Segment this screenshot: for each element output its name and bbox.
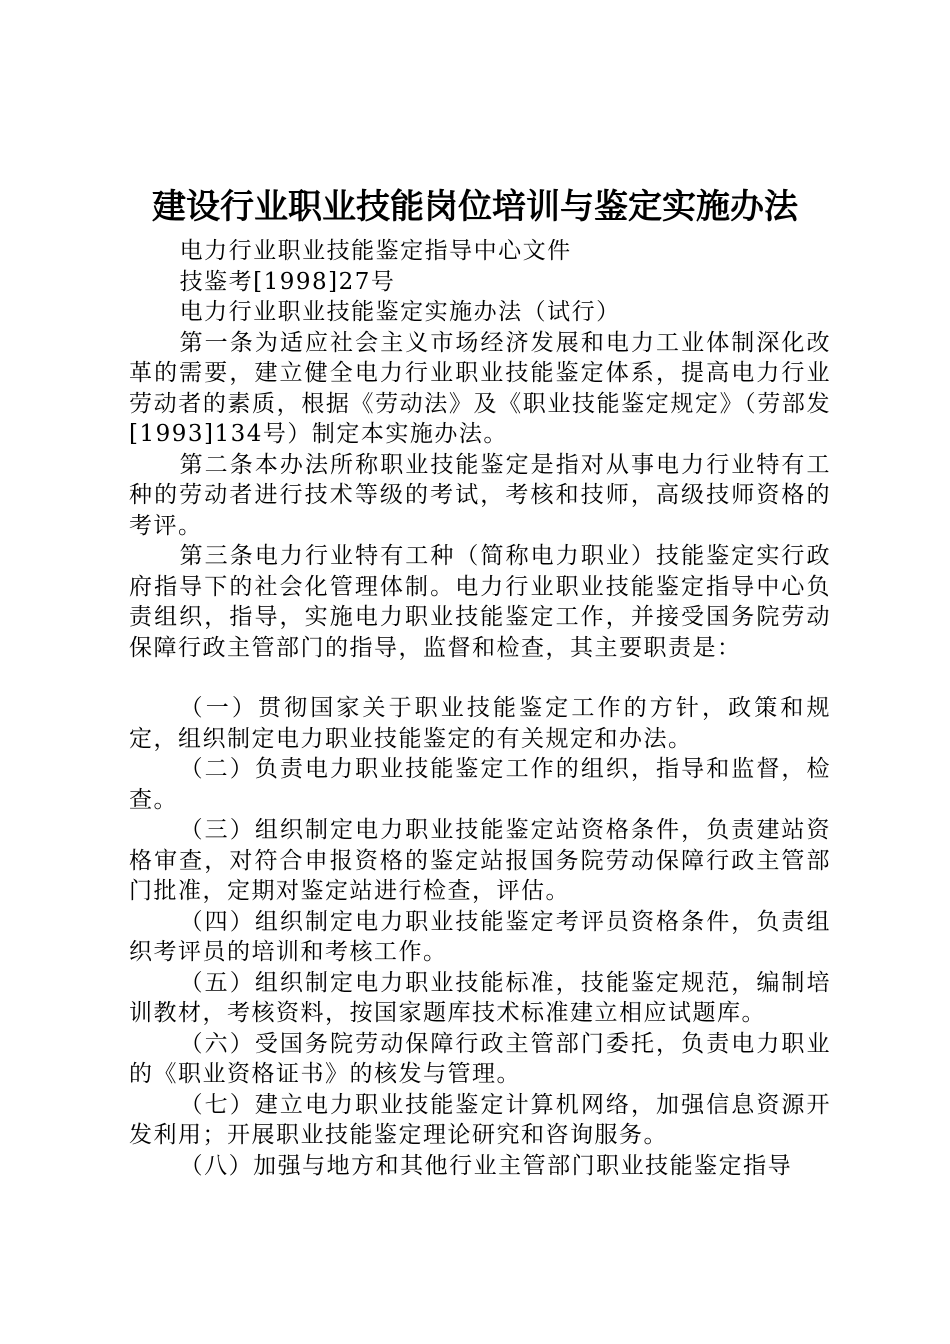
document-subtitle: 电力行业职业技能鉴定实施办法（试行） xyxy=(179,299,621,325)
duty-item-8: （八）加强与地方和其他行业主管部门职业技能鉴定指导 xyxy=(179,1152,793,1179)
paragraph-spacer xyxy=(129,663,831,693)
duty-item-2: （二）负责电力职业技能鉴定工作的组织，指导和监督，检查。 xyxy=(129,756,831,813)
duty-item-1: （一）贯彻国家关于职业技能鉴定工作的方针，政策和规定，组织制定电力职业技能鉴定的有关规定和办法。 xyxy=(129,695,831,752)
duty-item-6: （六）受国务院劳动保障行政主管部门委托，负责电力职业的《职业资格证书》的核发与管理。 xyxy=(129,1030,831,1087)
duty-item-3: （三）组织制定电力职业技能鉴定站资格条件，负责建站资格审查，对符合申报资格的鉴定站报国务院劳动保障行政主管部门批准，定期对鉴定站进行检查，评估。 xyxy=(129,817,831,904)
article-3: 第三条电力行业特有工种（简称电力职业）技能鉴定实行政府指导下的社会化管理体制。电力行业职业技能鉴定指导中心负责组织，指导，实施电力职业技能鉴定工作，并接受国务院劳动保障行政主管部门的指导，监督和检查，其主要职责是： xyxy=(129,543,831,661)
duty-item-5: （五）组织制定电力职业技能标准，技能鉴定规范，编制培训教材，考核资料，按国家题库技术标准建立相应试题库。 xyxy=(129,969,831,1026)
article-1: 第一条为适应社会主义市场经济发展和电力工业体制深化改革的需要，建立健全电力行业职业技能鉴定体系，提高电力行业劳动者的素质，根据《劳动法》及《职业技能鉴定规定》（劳部发[1993]134号）制定本实施办法。 xyxy=(129,329,831,447)
document-number: 技鉴考[1998]27号 xyxy=(179,268,396,295)
issuer-line: 电力行业职业技能鉴定指导中心文件 xyxy=(179,238,572,264)
document-title: 建设行业职业技能岗位培训与鉴定实施办法 xyxy=(152,187,798,227)
document-body xyxy=(129,236,831,1181)
duty-item-7: （七）建立电力职业技能鉴定计算机网络，加强信息资源开发利用；开展职业技能鉴定理论研究和咨询服务。 xyxy=(129,1091,831,1148)
article-2: 第二条本办法所称职业技能鉴定是指对从事电力行业特有工种的劳动者进行技术等级的考试，考核和技师，高级技师资格的考评。 xyxy=(129,451,831,539)
duty-item-4: （四）组织制定电力职业技能鉴定考评员资格条件，负责组织考评员的培训和考核工作。 xyxy=(129,908,831,965)
